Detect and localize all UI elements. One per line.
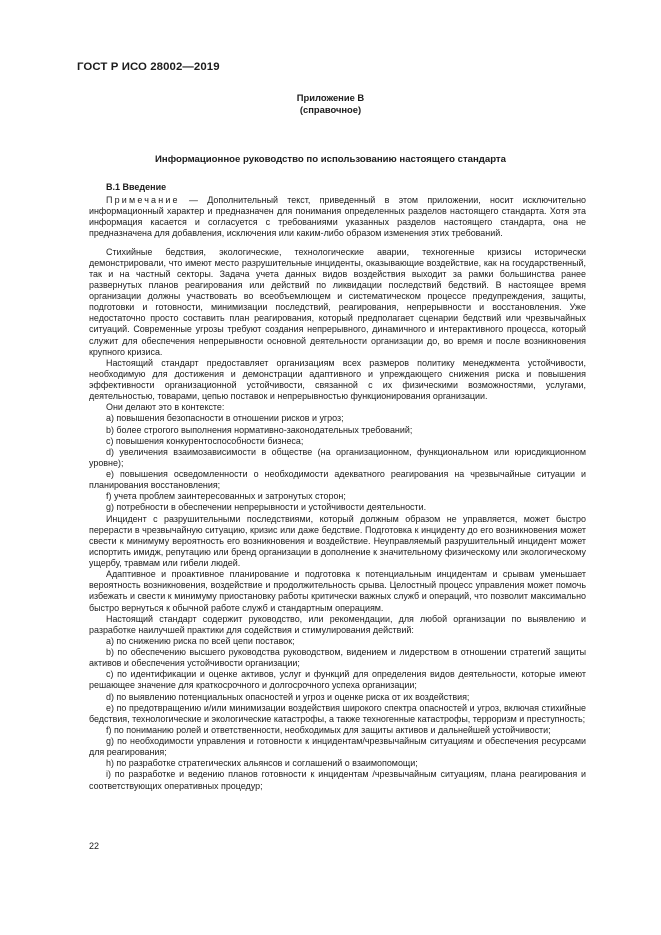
list-item: c) по идентификации и оценке активов, услуг и функций для определения видов деятельности, которые имеют решающее значение для краткосрочного и долгосрочного успеха организации; [89, 669, 586, 691]
paragraph-5: Адаптивное и проактивное планирование и подготовка к потенциальным инцидентам и срывам уменьшает вероятность возникновения, воздействие и продолжительность срыва. Целостный процесс управления может помочь избежать и свести к минимуму приостановку работы критически важных служб и операций, что позволит максимально быстро вернуться к обычной работе служб и стандартным операциям. [89, 569, 586, 613]
note-paragraph [89, 195, 586, 240]
appendix-heading [0, 92, 661, 115]
appendix-subtitle: (справочное) [299, 103, 362, 115]
document-title: Информационное руководство по использованию настоящего стандарта [155, 154, 506, 165]
page-number: 22 [89, 841, 100, 851]
list-item: h) по разработке стратегических альянсов и соглашений о взаимопомощи; [106, 758, 418, 769]
paragraph-2: Настоящий стандарт предоставляет организациям всех размеров политику менеджмента устойчивости, необходимую для достижения и демонстрации адаптивного и упреждающего снижения риска и повышения эффективности организационной устойчивости, связанной с их физическими возможностями, услугами, деятельностью, товарами, цепью поставок и непрерывностью функционирования организации. [89, 357, 586, 402]
paragraph-4: Инцидент с разрушительными последствиями, который должным образом не управляется, может быстро перерасти в чрезвычайную ситуацию, кризис или даже бедствие. Подготовка к инциденту до его возникновения может свести к минимуму вероятность его возникновения и воздействие. Неуправляемый разрушительный инцидент может испортить имидж, репутацию или бренд организации в дополнение к значительному физическому или экологическому ущербу, травмам или гибели людей. [89, 513, 586, 568]
list-item: e) по предотвращению и/или минимизации воздействия широкого спектра опасностей и угроз, включая стихийные бедствия, технологические и экологические катастрофы, а также техногенные катастрофы, терроризм и преступность; [89, 702, 586, 724]
list-item: f) по пониманию ролей и ответственности, необходимых для защиты активов и дальнейшей устойчивости; [106, 724, 551, 735]
standard-code: ГОСТ Р ИСО 28002—2019 [77, 61, 220, 73]
list-item: d) увеличения взаимозависимости в обществе (на организационном, функциональном или юрисдикционном уровне); [89, 446, 586, 468]
note-label: Примечание [106, 195, 180, 205]
list-item: g) потребности в обеспечении непрерывности и устойчивости деятельности. [106, 502, 427, 513]
list-item: b) более строгого выполнения нормативно-законодательных требований; [106, 424, 413, 435]
list-item: g) по необходимости управления и готовности к инцидентам/чрезвычайным ситуациям и обеспечения ресурсами для реагирования; [89, 736, 586, 758]
list-item: a) по снижению риска по всей цепи поставок; [106, 635, 295, 646]
list-item: i) по разработке и ведению планов готовности к инцидентам /чрезвычайным ситуациям, плана реагирования и соответствующих оперативных процедур; [89, 769, 586, 791]
section-title: В.1 Введение [106, 182, 167, 192]
list-item: d) по выявлению потенциальных опасностей и угроз и оценке риска от их воздействия; [106, 691, 470, 702]
appendix-title: Приложение В [296, 92, 365, 103]
paragraph-3: Они делают это в контексте: [106, 402, 225, 413]
note-text: — Дополнительный текст, приведенный в этом приложении, носит исключительно информационный характер и предназначен для понимания определенных разделов настоящего стандарта. Хотя эта информация касается и согласуется с требованиями указанных разделов настоящего стандарта, она не предназначена для добавления, исключения или каким-либо образом изменения этих требований. [89, 195, 586, 239]
list-item: f) учета проблем заинтересованных и затронутых сторон; [106, 491, 346, 502]
list-item: e) повышения осведомленности о необходимости адекватного реагирования на чрезвычайные ситуации и планирования восстановления; [89, 469, 586, 491]
paragraph-6: Настоящий стандарт содержит руководство, или рекомендации, для любой организации по выявлению и разработке наилучшей практики для содействия и стимулирования действий: [89, 613, 586, 635]
paragraph-1: Стихийные бедствия, экологические, технологические аварии, техногенные кризисы исторически демонстрировали, что имеют место разрушительные инциденты, оказывающие воздействие, как на государственный, так и на частный секторы. Задача учета данных видов воздействия выходит за рамки большинства ранее развернутых планов реагирования или действий по ликвидации последствий бедствий. В настоящее время организации должны участвовать во всеобъемлющем и систематическом процессе предупреждения, защиты, подготовки и готовности, минимизации последствий, реагирования, непрерывности и восстановления. Уже недостаточно просто составить план реагирования, который предполагает сценарии бедствий или чрезвычайных ситуаций. Современные угрозы требуют создания непрерывного, динамичного и интерактивного процесса, который служит для обеспечения непрерывности основной деятельности организации до, во время и после возникновения крупного кризиса. [89, 246, 586, 357]
list-item: b) по обеспечению высшего руководства руководством, видением и лидерством в отношении стратегий защиты активов и обеспечения устойчивости организации; [89, 647, 586, 669]
list-item: a) повышения безопасности в отношении рисков и угроз; [106, 413, 344, 424]
list-item: c) повышения конкурентоспособности бизнеса; [106, 435, 304, 446]
body-text [89, 195, 586, 792]
